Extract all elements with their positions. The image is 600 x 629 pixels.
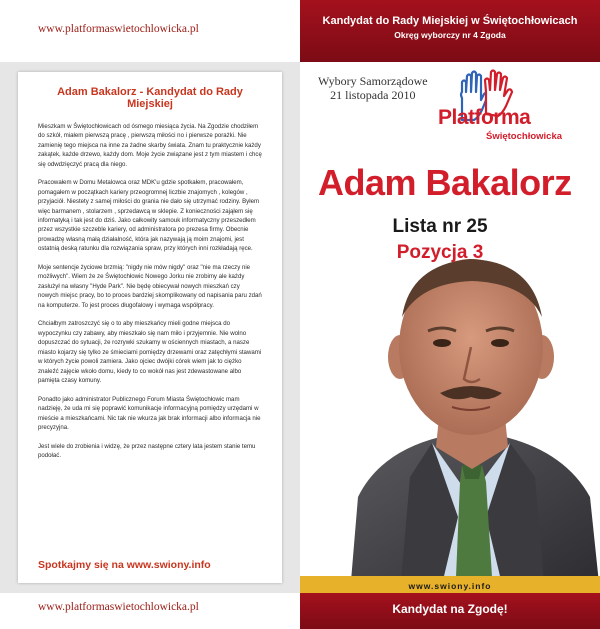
bio-paragraph: Chciałbym zatroszczyć się o to aby mieszkańcy mieli godne miejsca do wypoczynku czy zabawy, aby mieszkało się nam miło i przyjemnie. Nie wolno dopuszczać do sytuacji, że rozrywki szukamy w ościennych miastach, a nasze miasto kojarzy się tylko ze śmieciami pomiędzy drzewami oraz zatęchłymi stawami w których życie powoli zamiera. Jako ojciec dwójki córek wiem jak to ciężko znaleźć zajęcie wkoło domu, kiedy to co wokół nas jest zdewastowane albo pamięta czasy komuny.: [38, 320, 262, 384]
bio-text: [38, 122, 262, 461]
list-position: Pozycja 3: [396, 242, 484, 263]
bio-card: [18, 72, 282, 583]
bottom-website-link[interactable]: www.platformaswietochlowicka.pl: [38, 601, 199, 613]
right-panel: [300, 62, 600, 593]
list-number: Lista nr 25: [392, 216, 488, 237]
election-date: 21 listopada 2010: [330, 88, 416, 102]
meet-us-link[interactable]: Spotkajmy się na www.swiony.info: [38, 559, 211, 571]
logo-city-name: Świętochłowicka: [486, 131, 563, 142]
bio-title: Adam Bakalorz - Kandydat do Rady Miejskiej: [57, 86, 243, 110]
banner-subtitle: Okręg wyborczy nr 4 Zgoda: [394, 30, 506, 40]
top-website-link[interactable]: www.platformaswietochlowicka.pl: [38, 23, 199, 35]
bio-paragraph: Pracowałem w Domu Metalowca oraz MDK'u gdzie spotkałem, pracowałem, pomagałem w początkach kariery przeogromnej liczbie znajomych , kolegów , przyjaciół. Niestety z samej miłości do grania nie dało się utrzymać rodziny. Byłem więc barmanem , stolarzem , sprzedawcą w sklepie. Z konieczności zająłem się informatyką i tak jest do dziś. Jako całkowity samouk informatyczny przeszedłem przez wszystkie szczeble kariery, od administratora po prezesa firmy. Obecnie prowadzę własną małą działalność, która jak nazywają ją moim znajomi, jest ostatnią deską ratunku dla rozwiązania spraw, przy których inni rozkładają ręce.: [38, 179, 260, 253]
party-logo: [438, 64, 588, 156]
bio-paragraph: Ponadto jako administrator Publicznego Forum Miasta Świętochłowic mam nadzieję, że uda mi się poprawić komunikacje informacyjną pomiędzy urzędami w mieście a mieszkańcami. Nic tak nie wkurza jak brak informacji albo informacja nie precyzyjna.: [38, 395, 261, 431]
website-link[interactable]: www.swiony.info: [408, 581, 492, 591]
election-name: Wybory Samorządowe: [318, 74, 428, 88]
top-right-banner: [300, 0, 600, 62]
website-bar: [300, 576, 600, 593]
left-panel: [0, 62, 300, 593]
candidate-photo: [340, 247, 600, 593]
logo-wordmark: Platforma: [438, 106, 531, 129]
bottom-right-banner: [300, 593, 600, 629]
bio-paragraph: Mieszkam w Świętochłowicach od ósmego miesiąca życia. Na Zgodzie chodziłem do szkół, miałem pierwszą pracę , pierwszą miłości no i pierwsze porażki. Nie zamienię tego miejsca na inne za żadne skarby świata. Znam tu praktycznie każdy zakątek, każde drzewo, każdy dom. Moje życie związane jest z tym miastem i chcę się odwdzięczyć pracą dla niego.: [38, 123, 262, 168]
campaign-slogan: Kandydat na Zgodę!: [392, 602, 508, 616]
bio-paragraph: Moje sentencje życiowe brzmią: "nigdy nie mów nigdy" oraz "nie ma rzeczy nie możliwych". Wiem że ze Świętochłowic Nowego Jorku nie zrobimy ale każdy zasłużył na własny "Hyde Park". Nie będę obiecywał nowych mieszkań czy nowych miejsc pracy, bo to proces bardziej skomplikowany od napisania paru zdań na komputerze. To jest proces długofalowy i wymaga współpracy.: [38, 264, 262, 309]
bottom-left-banner: [0, 593, 300, 629]
banner-title: Kandydat do Rady Miejskiej w Świętochłowicach: [322, 15, 578, 27]
candidate-name: Adam Bakalorz: [318, 162, 572, 203]
election-info: [318, 74, 428, 102]
bio-paragraph: Jest wiele do zrobienia i widzę, że przez następne cztery lata jestem stanie temu podołać.: [38, 442, 256, 460]
top-left-banner: [0, 0, 300, 62]
